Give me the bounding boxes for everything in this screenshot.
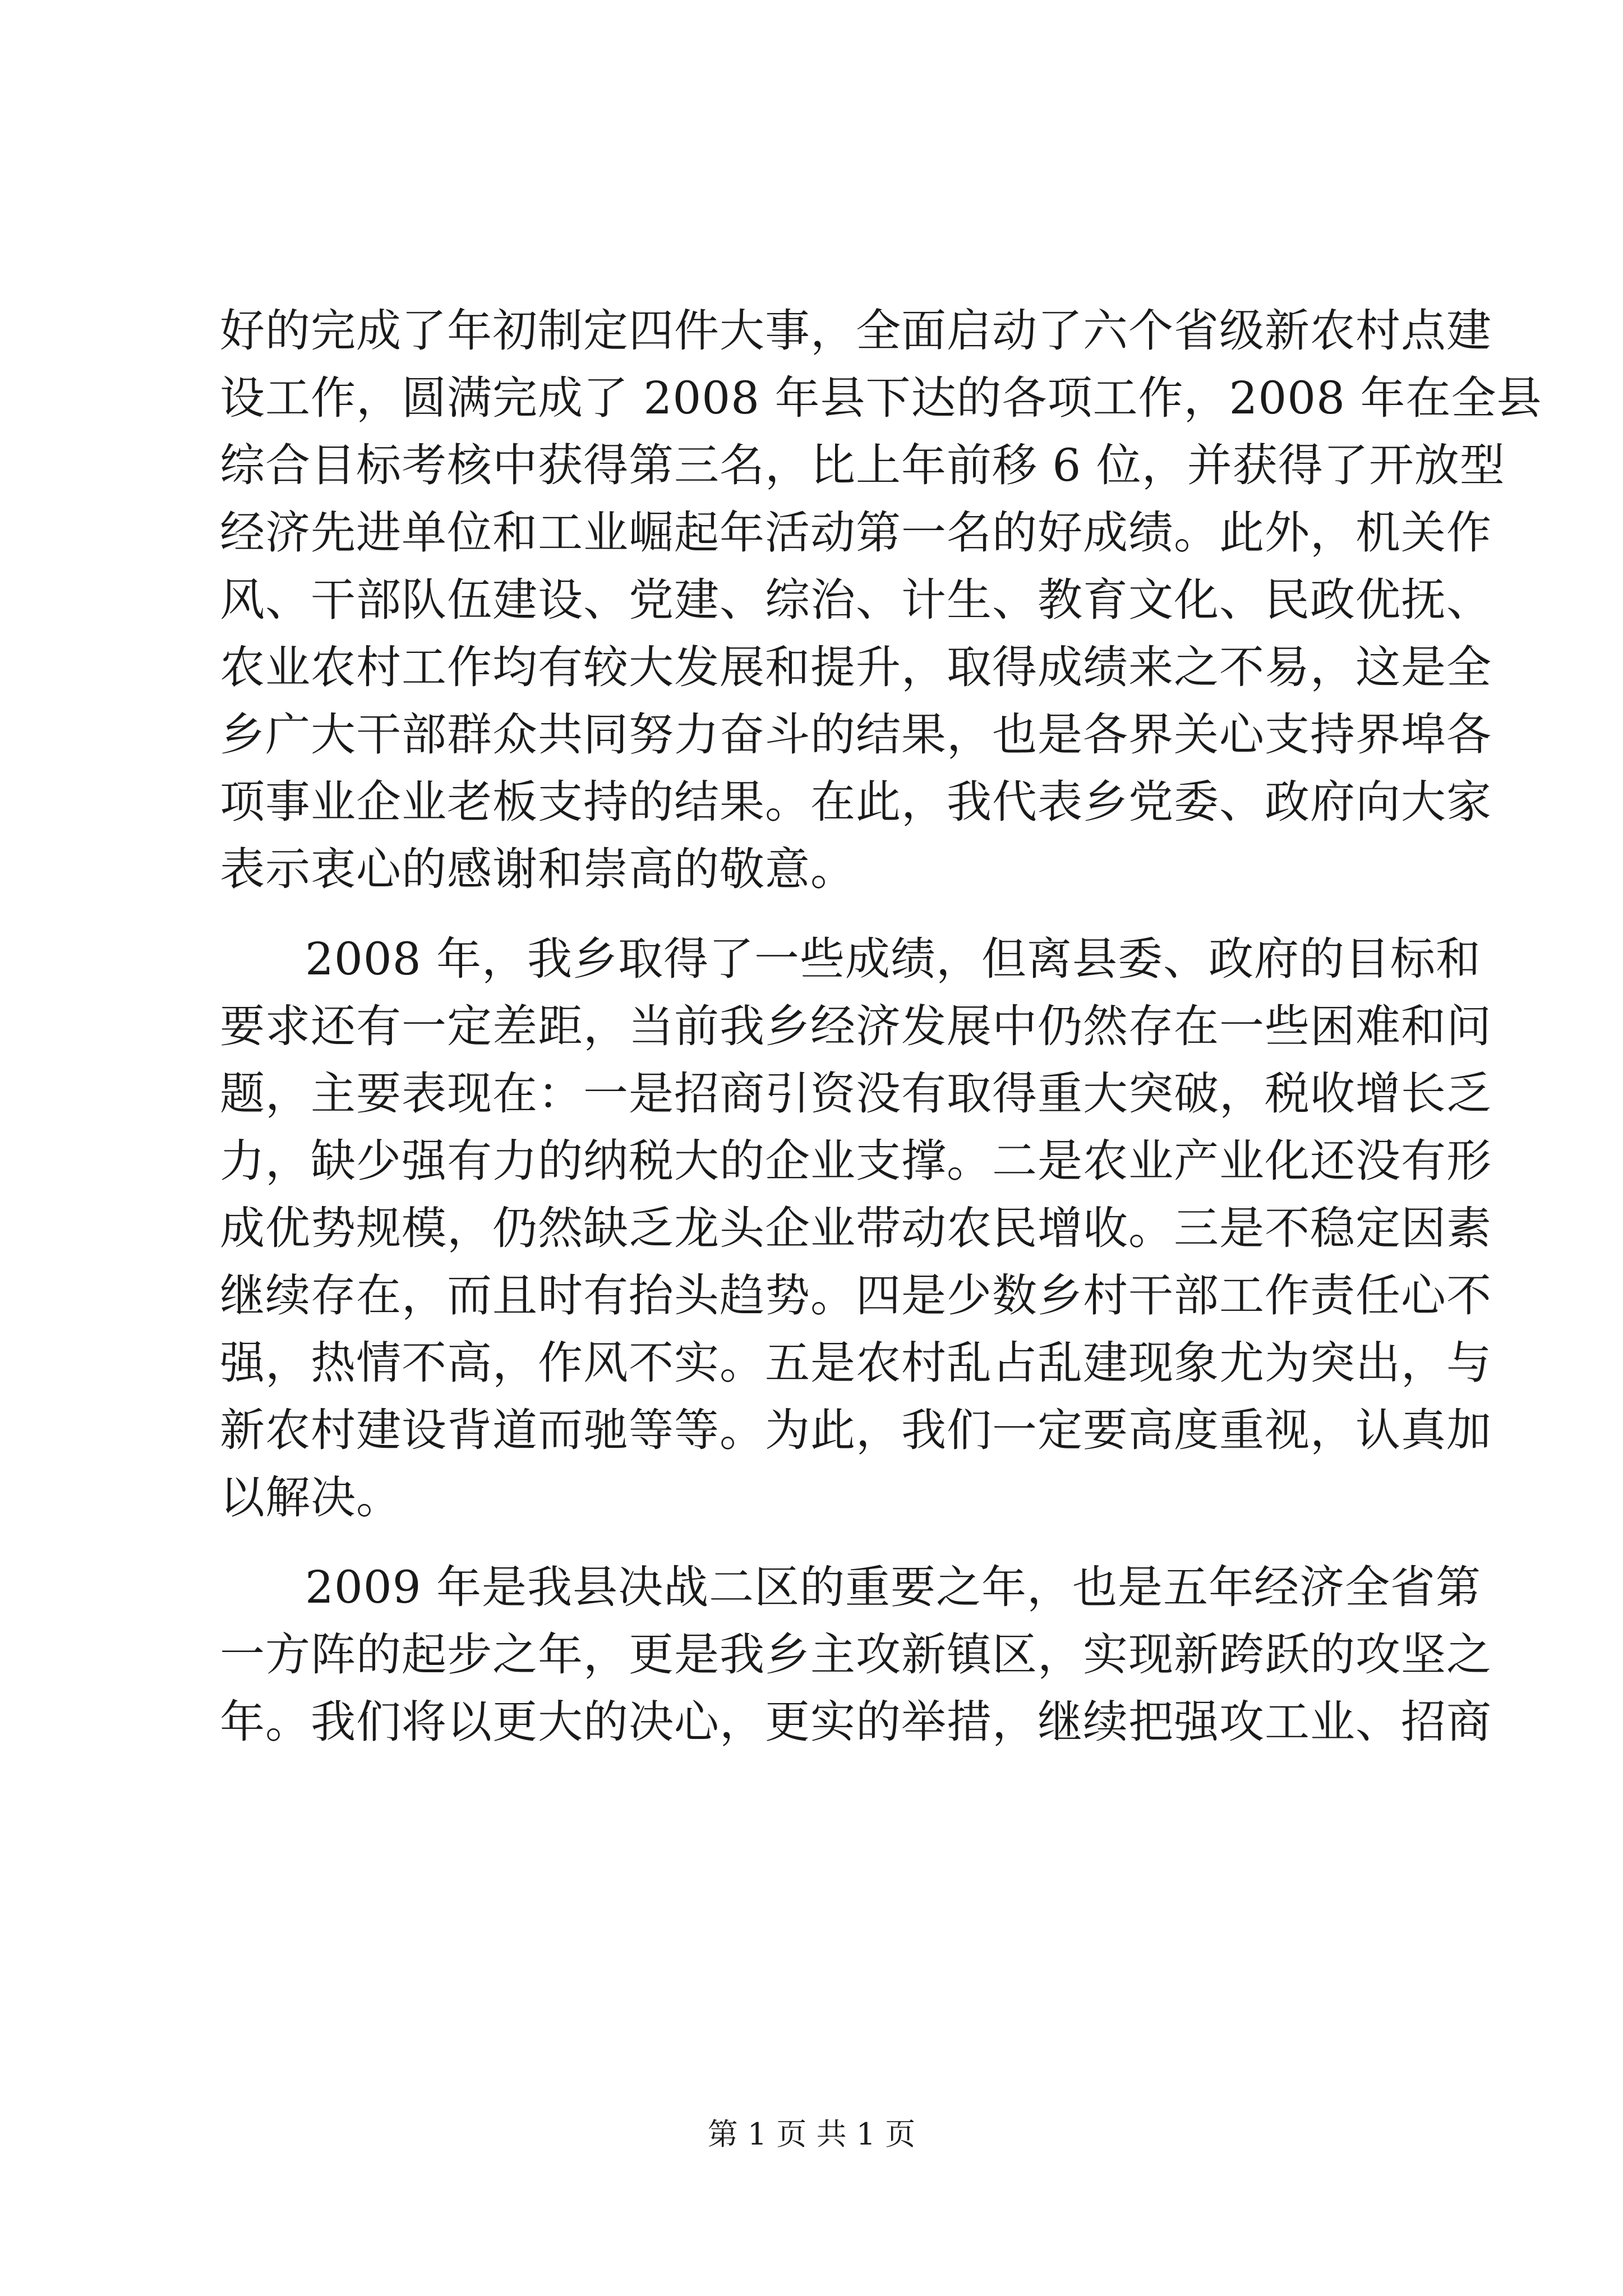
body-text-line: 乡广大干部群众共同努力奋斗的结果，也是各界关心支持界埠各	[220, 708, 1492, 761]
body-text-line: 年。我们将以更大的决心，更实的举措，继续把强攻工业、招商	[220, 1696, 1492, 1748]
body-text-line: 成优势规模，仍然缺乏龙头企业带动农民增收。三是不稳定因素	[220, 1202, 1492, 1254]
body-text-line: 继续存在，而且时有抬头趋势。四是少数乡村干部工作责任心不	[220, 1269, 1492, 1322]
body-text-line: 表示衷心的感谢和崇高的敬意。	[220, 843, 856, 895]
body-text-line: 综合目标考核中获得第三名，比上年前移 6 位，并获得了开放型	[220, 439, 1505, 491]
body-text-line: 风、干部队伍建设、党建、综治、计生、教育文化、民政优抚、	[220, 574, 1492, 626]
body-text-line: 以解决。	[220, 1471, 402, 1524]
body-text-line: 好的完成了年初制定四件大事，全面启动了六个省级新农村点建	[220, 305, 1492, 357]
paragraph-first-line: 2008 年，我乡取得了一些成绩，但离县委、政府的目标和	[305, 933, 1482, 985]
body-text-line: 力，缺少强有力的纳税大的企业支撑。二是农业产业化还没有形	[220, 1135, 1492, 1187]
body-text-line: 经济先进单位和工业崛起年活动第一名的好成绩。此外，机关作	[220, 507, 1492, 559]
body-text-line: 农业农村工作均有较大发展和提升，取得成绩来之不易，这是全	[220, 641, 1492, 693]
body-text-line: 强，热情不高，作风不实。五是农村乱占乱建现象尤为突出，与	[220, 1337, 1492, 1389]
paragraph-first-line: 2009 年是我县决战二区的重要之年，也是五年经济全省第	[305, 1561, 1482, 1613]
body-text-line: 一方阵的起步之年，更是我乡主攻新镇区，实现新跨跃的攻坚之	[220, 1628, 1492, 1681]
body-text-line: 设工作，圆满完成了 2008 年县下达的各项工作，2008 年在全县	[220, 372, 1542, 424]
body-text-line: 项事业企业老板支持的结果。在此，我代表乡党委、政府向大家	[220, 776, 1492, 828]
body-text-line: 新农村建设背道而驰等等。为此，我们一定要高度重视，认真加	[220, 1404, 1492, 1456]
page-number-footer: 第 1 页 共 1 页	[707, 2116, 916, 2152]
body-text-line: 要求还有一定差距，当前我乡经济发展中仍然存在一些困难和问	[220, 1000, 1492, 1052]
body-text-line: 题，主要表现在：一是招商引资没有取得重大突破，税收增长乏	[220, 1068, 1492, 1120]
